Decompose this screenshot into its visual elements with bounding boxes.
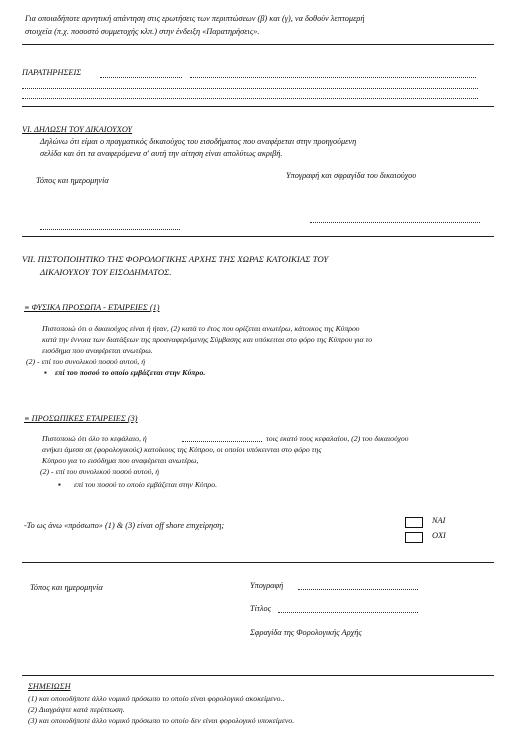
section-6-title: VI. ΔΗΛΩΣΗ ΤΟΥ ΔΙΚΑΙΟΥΧΟΥ [22,125,133,134]
intro-line-2: στοιχεία (π.χ. ποσοστό συμμετοχής κλπ.) στην ένδειξη «Παρατηρήσεις». [25,27,260,36]
authority-signature-field[interactable] [298,589,418,590]
personal-companies-heading: ≡ ΠΡΟΣΩΠΙΚΕΣ ΕΤΑΙΡΕΙΕΣ (3) [24,414,138,423]
divider [22,562,494,563]
personal-line-2: ανήκει άμεσα σε (φορολογικούς) κατοίκους της Κύπρου, οι οποίοι υπόκεινται στο φόρο της [42,445,322,454]
section-6-text-1: Δηλώνω ότι είμαι ο πραγματικός δικαιούχος του εισοδήματος που αναφέρεται στην προηγούμενη [40,137,357,146]
divider [22,236,494,237]
remarks-line[interactable] [190,77,476,78]
section-7-title-2: ΔΙΚΑΙΟΥΧΟΥ ΤΟΥ ΕΙΣΟΔΗΜΑΤΟΣ. [40,267,172,277]
physical-line-4: (2) - επί του συνολικού ποσού αυτού, ή [26,357,146,366]
physical-line-3: εισόδημα που αναφέρεται ανωτέρω. [42,346,153,355]
intro-line-1: Για οποιαδήποτε αρνητική απάντηση στις ερωτήσεις των περιπτώσεων (β) και (γ), να δοθούν λεπτομερή [25,14,365,23]
beneficiary-signature-label: Υπογραφή και σφραγίδα του δικαιούχου [286,171,417,180]
physical-line-5-bullet: ▪ [44,368,47,377]
authority-title-label: Τίτλος [250,604,271,613]
divider [22,106,494,107]
authority-stamp-label: Σφραγίδα της Φορολογικής Αρχής [250,628,362,637]
remarks-label: ΠΑΡΑΤΗΡΗΣΕΙΣ [22,68,82,77]
section-7-title-1: VII. ΠΙΣΤΟΠΟΙΗΤΙΚΟ ΤΗΣ ΦΟΡΟΛΟΓΙΚΗΣ ΑΡΧΗΣ ΤΗΣ ΧΩΡΑΣ ΚΑΤΟΙΚΙΑΣ ΤΟΥ [22,254,329,264]
percentage-field[interactable] [182,441,262,442]
personal-line-4: (2) - επί του συνολικού ποσού αυτού, ή [40,467,160,476]
note-3: (3) και οποιοδήποτε άλλο νομικό πρόσωπο το οποίο δεν είναι φορολογικό υποκείμενο. [28,716,295,725]
no-label: ΟΧΙ [432,531,446,540]
notes-heading: ΣΗΜΕΙΩΣΗ [28,682,71,691]
remarks-line[interactable] [22,98,478,99]
personal-line-1a: Πιστοποιώ ότι όλο το κεφάλαιο, ή [42,434,147,443]
personal-line-3: Κύπρου για το εισόδημα που αναφέρεται ανωτέρω, [42,456,199,465]
physical-line-2: κατά την έννοια των διατάξεων της προαναφερόμενης Σύμβασης και υπόκειται στο φόρο της Κύπρου για το [42,335,373,344]
divider [22,44,494,45]
authority-signature-label: Υπογραφή [250,581,284,590]
physical-persons-heading: ≡ ΦΥΣΙΚΑ ΠΡΟΣΩΠΑ - ΕΤΑΙΡΕΙΕΣ (1) [24,303,160,312]
place-date-label: Τόπος και ημερομηνία [36,176,109,185]
no-checkbox[interactable] [405,532,423,543]
divider [22,675,494,676]
physical-line-1: Πιστοποιώ ότι ο δικαιούχος είναι ή ήταν, (2) κατά το έτος που ορίζεται ανωτέρω, κάτοικος της Κύπρου [42,324,360,333]
signature-field[interactable] [310,222,480,223]
authority-title-field[interactable] [278,612,418,613]
place-date-field[interactable] [40,229,180,230]
yes-label: ΝΑΙ [432,516,446,525]
offshore-question: -Το ως άνω «πρόσωπο» (1) & (3) είναι off shore επιχείρηση; [24,521,225,530]
remarks-line[interactable] [100,77,182,78]
personal-line-5-bullet: ▪ [58,480,61,489]
personal-line-1b: τοις εκατό τους κεφαλαίου, (2) του δικαιούχου [266,434,409,443]
personal-line-5: επί του ποσού το οποίο εμβάζεται στην Κύπρο. [74,480,218,489]
note-1: (1) και οποιοδήποτε άλλο νομικό πρόσωπο το οποίο είναι φορολογικό ακοκείμενο.. [28,694,285,703]
note-2: (2) Διαγράψτε κατά περίπτωση. [28,705,125,714]
authority-place-date-label: Τόπος και ημερομηνία [30,583,103,592]
section-6-text-2: σελίδα και ότι τα αναφερόμενα σ' αυτή την αίτηση είναι απολύτως ακριβή. [40,149,283,158]
yes-checkbox[interactable] [405,517,423,528]
remarks-line[interactable] [22,88,478,89]
physical-line-5: επί του ποσού το οποίο εμβάζεται στην Κύπρο. [55,368,206,377]
